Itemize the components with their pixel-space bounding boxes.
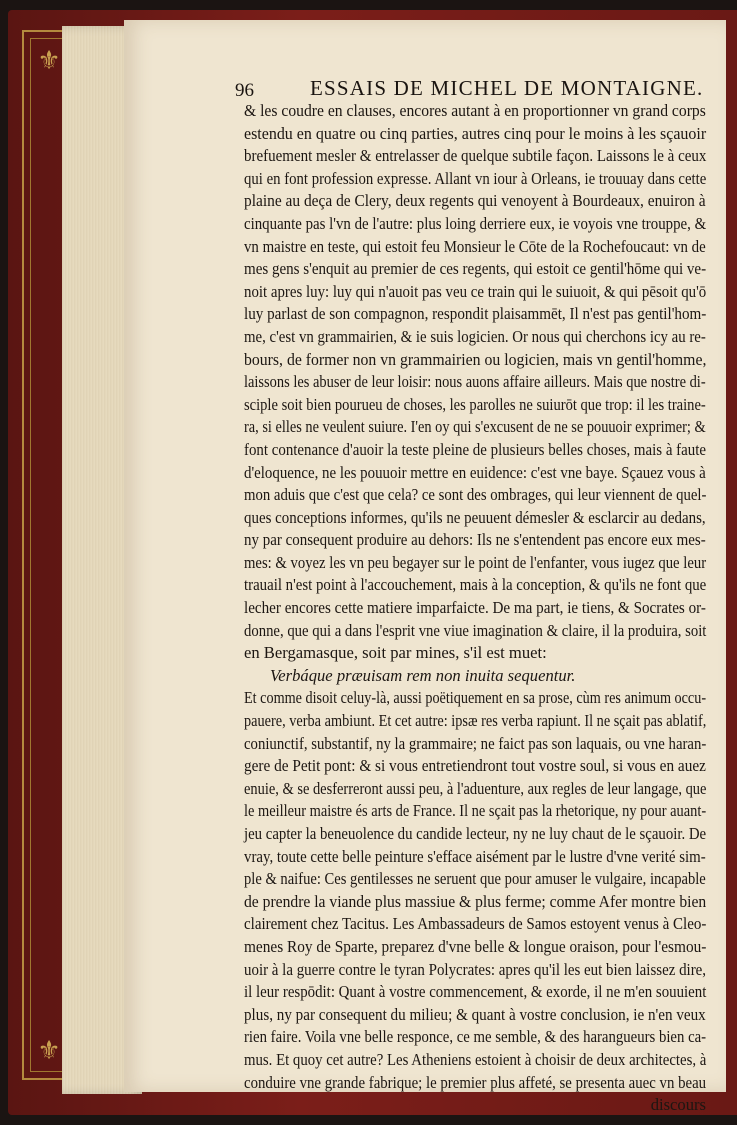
text-line: jeu capter la beneuolence du candide lecteur, ny ne luy chaut de le sçauoir. De xyxy=(244,824,707,843)
text-line: noit apres luy: luy qui n'auoit pas veu ce train qui le suiuoit, & qui pēsoit qu'ō xyxy=(244,281,707,301)
text-line: bours, de former non vn grammairien ou logicien, mais vn gentil'homme, xyxy=(244,349,707,369)
text-line: & les coudre en clauses, encores autant à en proportionner vn grand corps xyxy=(244,101,706,120)
text-line: le meilleur maistre és arts de France. Il ne sçait pas la rhetorique, ny pour auant- xyxy=(244,801,707,821)
text-line: ple & naifue: Ces gentilesses ne seruent que pour amuser le vulgaire, incapable xyxy=(244,869,706,889)
page-number: 96 xyxy=(235,80,254,101)
text-line: plaine au deça de Clery, deux regents qui venoyent à Bourdeaux, enuiron à xyxy=(244,191,706,211)
text-line: qui en font profession expresse. Allant vn iour à Orleans, ie trouuay dans cette xyxy=(244,168,707,188)
text-line: de prendre la viande plus massiue & plus ferme; comme Afer montre bien xyxy=(244,891,707,911)
text-line: conduire vne grande fabrique; le premier plus affeté, se presenta auec vn beau xyxy=(244,1072,707,1092)
text-line: ra, si elles ne veulent suiure. I'en oy qui s'excusent de ne se pouuoir exprimer; & xyxy=(244,417,706,437)
text-line: sciple soit bien pourueu de choses, les parolles ne suiurōt que trop: il les traine- xyxy=(244,394,706,414)
text-line: plus, ny par consequent du milieu; & quant à vostre conclusion, ie n'en veux xyxy=(244,1004,706,1024)
text-line: Et comme disoit celuy-là, aussi poëtiquement en sa prose, cùm res animum occu- xyxy=(244,688,707,708)
text-line: estendu en quatre ou cinq parties, autres cinq pour le moins à les sçauoir xyxy=(244,123,707,143)
running-head: ESSAIS DE MICHEL DE MONTAIGNE. xyxy=(310,76,704,100)
catchword: discours xyxy=(650,1095,706,1115)
text-line: vray, toute cette belle peinture s'efface aisément par le lustre d'vne verité sim- xyxy=(244,846,706,866)
text-line: vn maistre en teste, qui estoit feu Monsieur le Cōte de la Rochefoucaut: vn de xyxy=(244,236,706,256)
text-line: mes gens s'enquit au premier de ces regents, qui estoit ce gentil'hōme qui ve- xyxy=(244,259,707,279)
text-line: enuie, & se desferreront aussi peu, à l'aduenture, aux regles de leur langage, que xyxy=(244,778,707,798)
text-line: mus. Et quoy cet autre? Les Atheniens estoient à choisir de deux architectes, à xyxy=(244,1049,707,1069)
page-body-text xyxy=(244,100,706,1117)
text-line: en Bergamasque, soit par mines, s'il est muet: xyxy=(244,643,547,663)
text-line: gere de Petit pont: & si vous entretiendront tout vostre soul, si vous en auez xyxy=(244,756,706,776)
text-line: uoir à la guerre contre le tyran Polycrates: apres qu'il les eut bien laissez dire, xyxy=(244,959,707,979)
text-line: lecher encores cette matiere imparfaicte. De ma part, ie tiens, & Socrates or- xyxy=(244,598,706,618)
text-line: d'eloquence, ne les pouuoir mettre en euidence: c'est vne baye. Sçauez vous à xyxy=(244,462,706,482)
text-line: clairement chez Tacitus. Les Ambassadeurs de Samos estoyent venus à Cleo- xyxy=(244,914,707,934)
text-line: donne, que qui a dans l'esprit vne viue imagination & claire, il la produira, soit xyxy=(244,620,707,640)
text-line: rien faire. Voila vne belle responce, ce me semble, & des harangueurs bien ca- xyxy=(244,1027,707,1047)
text-line: il leur respōdit: Quant à vostre commencement, & exorde, il ne m'en souuient xyxy=(244,982,707,1002)
text-line: ny par consequent produire au dehors: Ils ne s'entendent pas encore eux mes- xyxy=(244,530,706,550)
text-line: laissons les abuser de leur loisir: nous auons affaire ailleurs. Mais que nostre di- xyxy=(244,372,706,392)
text-line: trauail n'est point à l'accouchement, mais à la conception, & qu'ils ne font que xyxy=(244,575,707,595)
text-line: menes Roy de Sparte, preparez d'vne belle & longue oraison, pour l'esmou- xyxy=(244,936,707,956)
text-line: me, c'est vn grammairien, & ie suis logicien. Or nous qui cherchons icy au re- xyxy=(244,326,706,346)
text-line: mon aduis que c'est que cela? ce sont des ombrages, qui leur viennent de quel- xyxy=(244,485,707,505)
latin-quotation: Verbáque præuisam rem non inuita sequentur. xyxy=(270,665,576,685)
cover-gilt-inner-border xyxy=(30,38,66,1072)
text-line: cinquante pas l'vn de l'autre: plus loing derriere eux, ie voyois vne trouppe, & xyxy=(244,213,707,233)
page-header xyxy=(228,74,728,102)
fleur-de-lis-ornament-icon: ⚜ xyxy=(37,46,61,76)
text-line: coniunctif, substantif, ny la grammaire; ne faict pas son laquais, ou vne haran- xyxy=(244,733,707,753)
text-line: font contenance d'auoir la teste pleine de plusieurs belles choses, mais à faute xyxy=(244,439,706,459)
fleur-de-lis-ornament-icon: ⚜ xyxy=(37,1036,61,1066)
text-line: luy parlast de son compagnon, respondit plaisammēt, Il n'est pas gentil'hom- xyxy=(244,304,707,324)
text-line: ques conceptions informes, qu'ils ne peuuent démesler & esclarcir au dedans, xyxy=(244,507,706,527)
text-line: mes: & voyez les vn peu begayer sur le point de l'enfanter, vous iugez que leur xyxy=(244,552,707,572)
text-line: pauere, verba ambiunt. Et cet autre: ipsæ res verba rapiunt. Il ne sçait pas ablatif, xyxy=(244,711,707,731)
text-line: brefuement mesler & entrelasser de quelque subtile façon. Laissons le à ceux xyxy=(244,146,707,166)
